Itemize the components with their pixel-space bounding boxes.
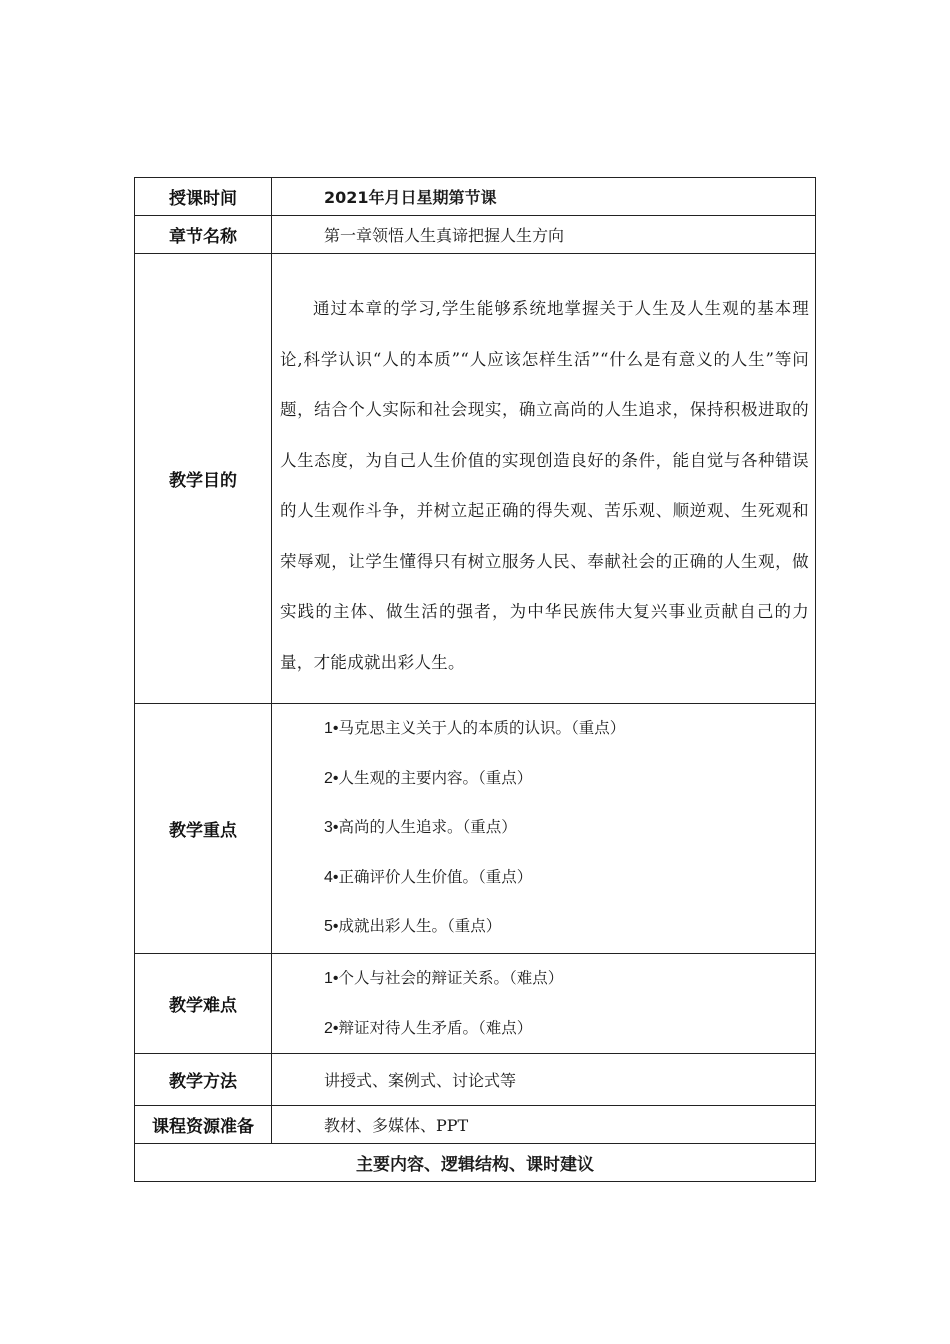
key-point-item: 1•马克思主义关于人的本质的认识。（重点）	[324, 719, 626, 737]
label-course-resources: 课程资源准备	[135, 1106, 272, 1144]
footer-main-content: 主要内容、逻辑结构、课时建议	[135, 1144, 816, 1182]
key-point-item: 4•正确评价人生价值。（重点）	[324, 867, 533, 886]
value-teaching-method: 讲授式、案例式、讨论式等	[272, 1054, 816, 1106]
difficulty-item: 2•辩证对待人生矛盾。（难点）	[324, 1018, 533, 1037]
value-teaching-objective	[272, 254, 816, 704]
difficulty-item: 1•个人与社会的辩证关系。（难点）	[324, 969, 564, 987]
lesson-plan-table	[134, 177, 816, 1182]
row-course-resources	[135, 1106, 816, 1144]
label-key-points: 教学重点	[135, 704, 272, 954]
row-key-points	[135, 704, 816, 954]
row-teaching-method	[135, 1054, 816, 1106]
label-teaching-method: 教学方法	[135, 1054, 272, 1106]
row-teaching-time	[135, 178, 816, 216]
value-key-points	[272, 704, 816, 954]
lesson-plan-sheet	[134, 177, 816, 1182]
label-chapter-name: 章节名称	[135, 216, 272, 254]
value-teaching-time: 2021年月日星期第节课	[272, 178, 816, 216]
key-point-item: 2•人生观的主要内容。（重点）	[324, 768, 533, 787]
label-teaching-objective: 教学目的	[135, 254, 272, 704]
value-course-resources: 教材、多媒体、PPT	[272, 1106, 816, 1144]
label-difficulties: 教学难点	[135, 954, 272, 1054]
row-footer	[135, 1144, 816, 1182]
value-chapter-name: 第一章领悟人生真谛把握人生方向	[272, 216, 816, 254]
row-teaching-objective	[135, 254, 816, 704]
row-chapter-name	[135, 216, 816, 254]
label-teaching-time: 授课时间	[135, 178, 272, 216]
row-difficulties	[135, 954, 816, 1054]
objective-paragraph: 通过本章的学习,学生能够系统地掌握关于人生及人生观的基本理论,科学认识“人的本质”“人应该怎样生活”“什么是有意义的人生”等问题，结合个人实际和社会现实，确立高尚的人生追求，保持积极进取的人生态度，为自己人生价值的实现创造良好的条件，能自觉与各种错误的人生观作斗争，并树立起正确的得失观、苦乐观、顺逆观、生死观和荣辱观，让学生懂得只有树立服务人民、奉献社会的正确的人生观，做实践的主体、做生活的强者，为中华民族伟大复兴事业贡献自己的力量，才能成就出彩人生。	[280, 299, 809, 672]
value-difficulties	[272, 954, 816, 1054]
key-point-item: 5•成就出彩人生。（重点）	[324, 917, 502, 936]
key-point-item: 3•高尚的人生追求。（重点）	[324, 818, 517, 837]
